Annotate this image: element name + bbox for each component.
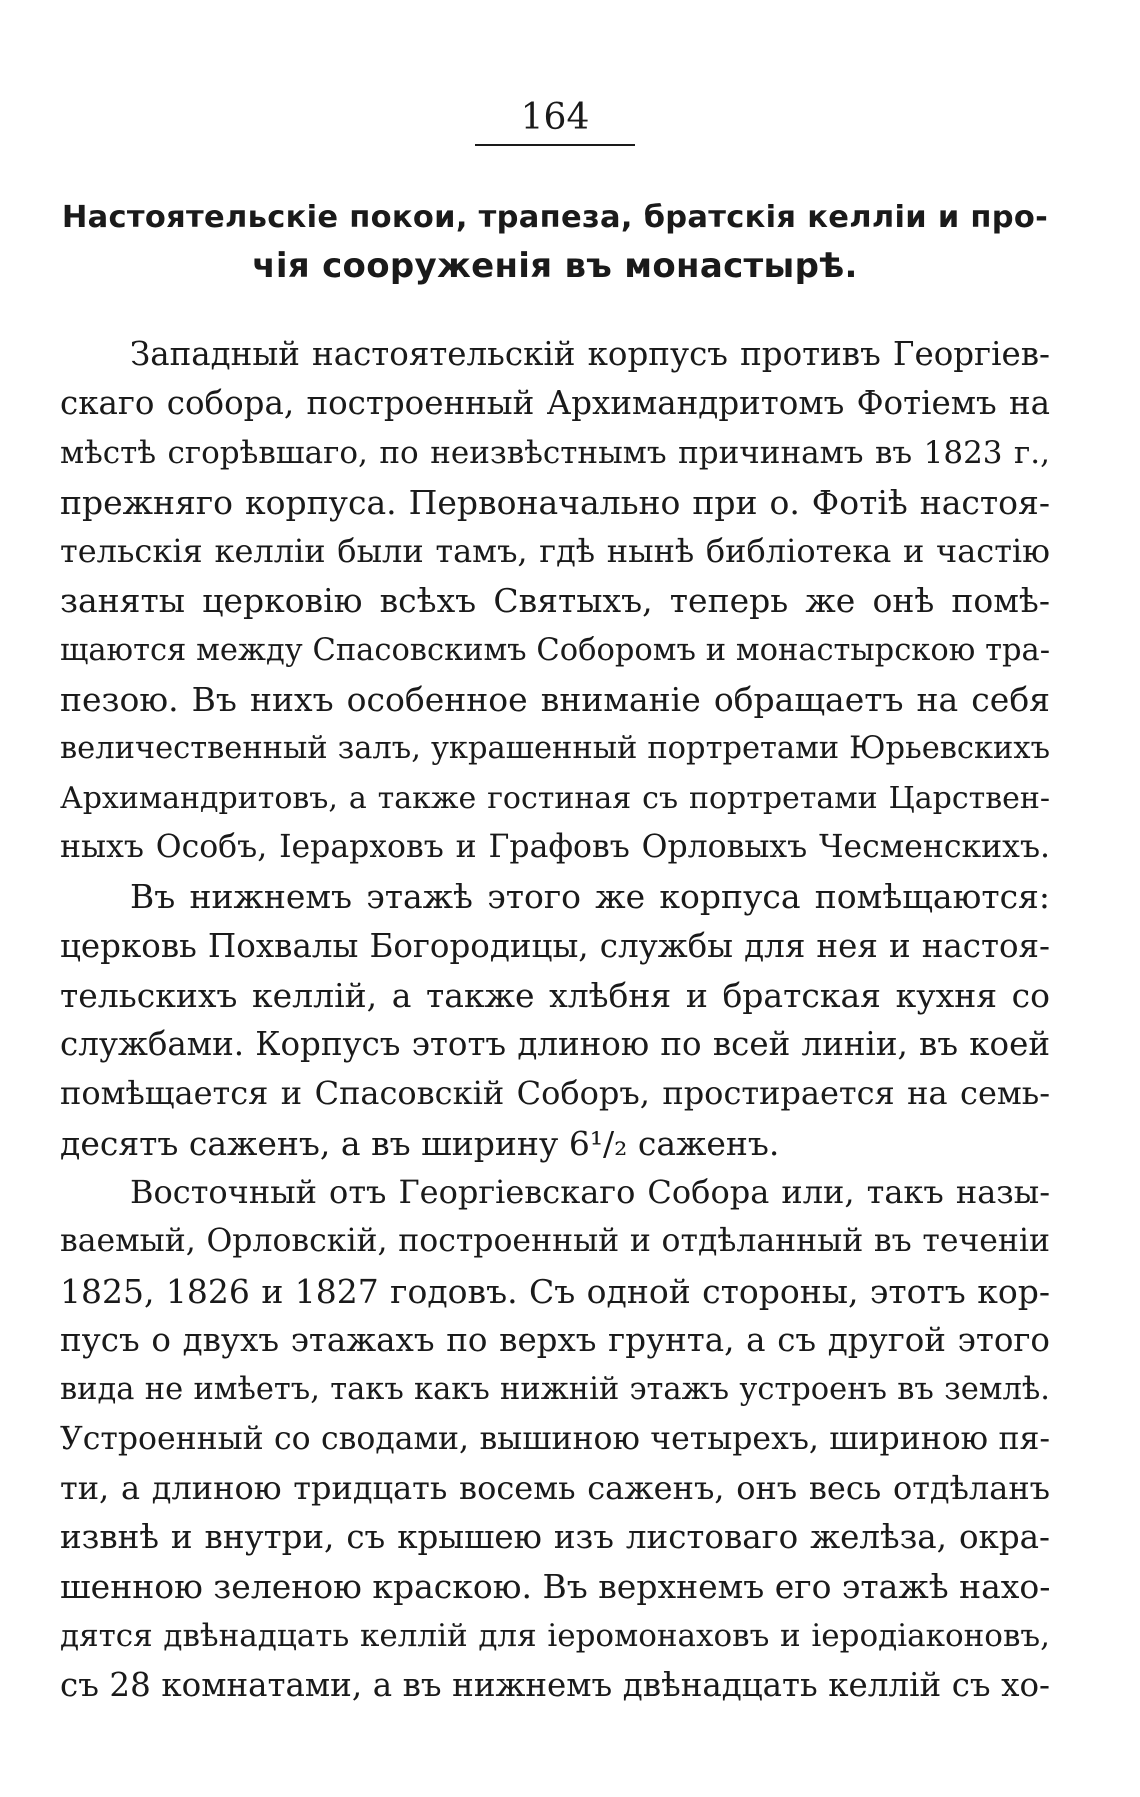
text-line: пусъ о двухъ этажахъ по верхъ грунта, а съ другой этого (60, 1320, 1050, 1359)
text-line: пезою. Въ нихъ особенное вниманіе обращаетъ на себя (60, 680, 1050, 720)
text-line: заняты церковію всѣхъ Святыхъ, теперь же онѣ помѣ- (60, 581, 1050, 621)
text-line: 1825, 1826 и 1827 годовъ. Съ одной стороны, этотъ кор- (60, 1271, 1050, 1311)
text-line: Западный настоятельскій корпусъ противъ Георгіев- (130, 335, 1050, 373)
text-line: Въ нижнемъ этажѣ этого же корпуса помѣщаются: (130, 877, 1050, 917)
text-line: десятъ саженъ, а въ ширину 6¹/₂ саженъ. (60, 1123, 780, 1163)
text-line: Архимандритовъ, а также гостиная съ портретами Царствен- (60, 780, 1050, 816)
text-line: скаго собора, построенный Архимандритомъ Фотіемъ на (60, 384, 1050, 423)
section-title-line: чія сооруженія въ монастырѣ. (252, 246, 858, 286)
paragraph-1 (60, 330, 1050, 872)
body-text (60, 330, 1050, 1710)
text-line: вида не имѣетъ, такъ какъ нижній этажъ устроенъ въ землѣ. (60, 1372, 1050, 1408)
text-line: съ 28 комнатами, а въ нижнемъ двѣнадцать келлій съ хо- (60, 1666, 1050, 1705)
text-line: ныхъ Особъ, Іерарховъ и Графовъ Орловыхъ Чесменскихъ. (60, 828, 1050, 865)
text-line: тельскія келліи были тамъ, гдѣ нынѣ библіотека и частію (60, 532, 1050, 571)
text-line: тельскихъ келлій, а также хлѣбня и братская кухня со (60, 975, 1050, 1015)
text-line: ти, а длиною тридцать восемь саженъ, онъ весь отдѣланъ (60, 1468, 1050, 1507)
text-line: величественный залъ, украшенный портретами Юрьевскихъ (60, 731, 1050, 767)
paragraph-3 (60, 1168, 1050, 1710)
text-line: Устроенный со сводами, вышиною четырехъ, шириною пя- (60, 1420, 1050, 1457)
text-line: дятся двѣнадцать келлій для іеромонаховъ и іеродіаконовъ, (60, 1617, 1050, 1654)
section-title (60, 194, 1050, 290)
text-line: щаются между Спасовскимъ Соборомъ и монастырскою тра- (60, 632, 1050, 668)
text-line: церковь Похвалы Богородицы, службы для нея и настоя- (60, 926, 1050, 965)
book-page (60, 96, 1050, 1710)
text-line: прежняго корпуса. Первоначально при о. Фотіѣ настоя- (60, 482, 1050, 522)
text-line: мѣстѣ сгорѣвшаго, по неизвѣстнымъ причинамъ въ 1823 г., (60, 434, 1050, 471)
text-line: шенною зеленою краскою. Въ верхнемъ его этажѣ нахо- (60, 1567, 1050, 1607)
text-line: службами. Корпусъ этотъ длиною по всей линіи, въ коей (60, 1025, 1050, 1064)
text-line: извнѣ и внутри, съ крышею изъ листоваго желѣза, окра- (60, 1518, 1050, 1557)
text-line: Восточный отъ Георгіевскаго Собора или, такъ назы- (130, 1173, 1050, 1212)
paragraph-2 (60, 872, 1050, 1168)
section-title-line: Настоятельскіе покои, трапеза, братскія келліи и про- (61, 200, 1049, 235)
text-line: ваемый, Орловскій, построенный и отдѣланный въ теченіи (60, 1223, 1050, 1260)
text-line: помѣщается и Спасовскій Соборъ, простирается на семь- (60, 1074, 1050, 1113)
page-number: 164 (475, 96, 635, 146)
